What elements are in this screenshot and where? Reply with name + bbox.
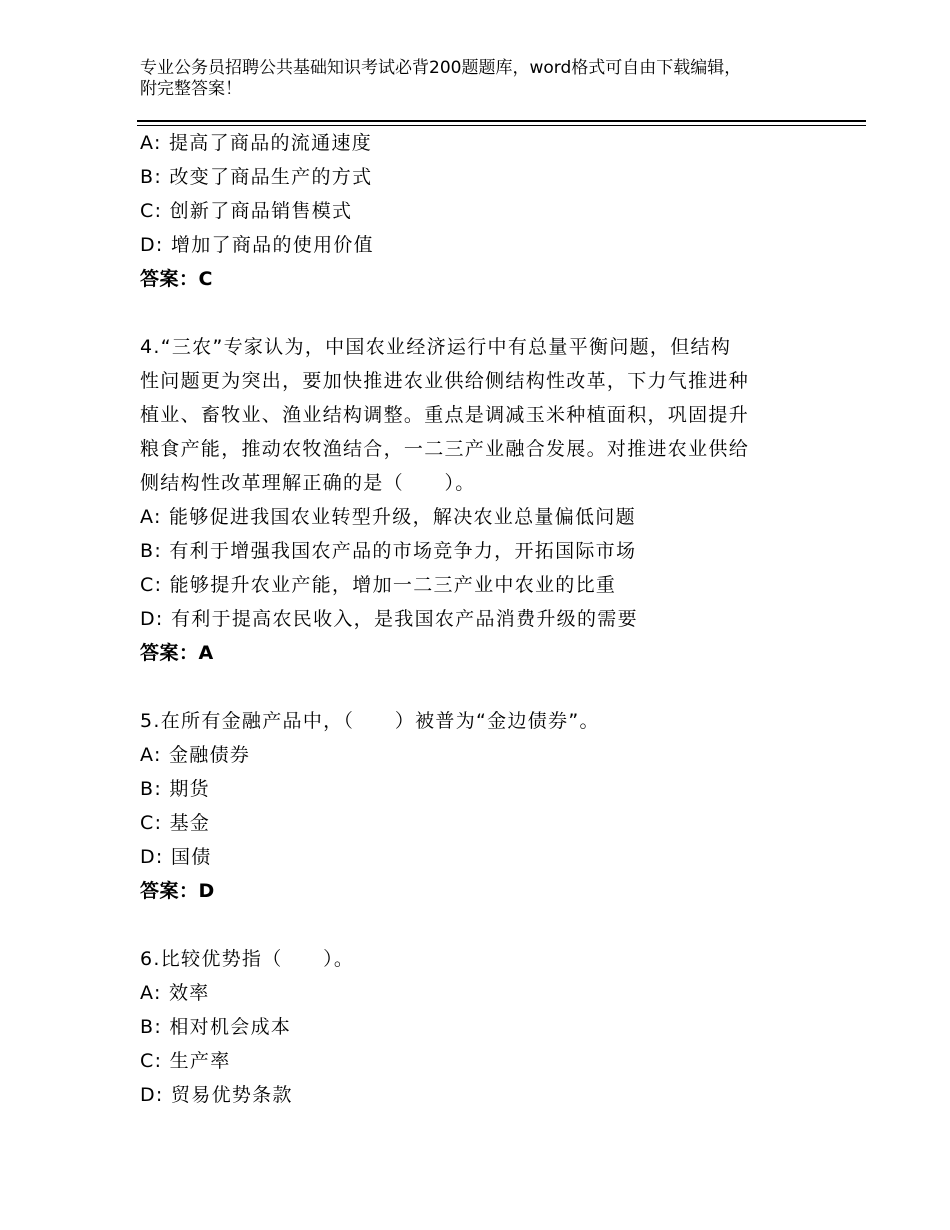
option-a: A: 效率 bbox=[140, 982, 210, 1004]
question-3 bbox=[140, 126, 820, 296]
question-list bbox=[140, 126, 820, 1112]
question-6 bbox=[140, 942, 820, 1112]
page-header bbox=[140, 58, 840, 100]
option-a: A: 能够促进我国农业转型升级，解决农业总量偏低问题 bbox=[140, 506, 636, 528]
option-b: B: 相对机会成本 bbox=[140, 1016, 292, 1038]
question-stem-line: 性问题更为突出，要加快推进农业供给侧结构性改革，下力气推进种 bbox=[140, 370, 750, 392]
option-d: D: 增加了商品的使用价值 bbox=[140, 234, 374, 256]
option-d: D: 贸易优势条款 bbox=[140, 1084, 293, 1106]
question-stem-line: 5.在所有金融产品中，（ ）被普为“金边债券”。 bbox=[140, 710, 600, 732]
option-d: D: 国债 bbox=[140, 846, 212, 868]
question-stem-line: 4.“三农”专家认为，中国农业经济运行中有总量平衡问题，但结构 bbox=[140, 336, 732, 358]
question-5 bbox=[140, 704, 820, 908]
question-stem-line: 植业、畜牧业、渔业结构调整。重点是调减玉米种植面积，巩固提升 bbox=[140, 404, 750, 426]
option-c: C: 创新了商品销售模式 bbox=[140, 200, 353, 222]
question-stem-line: 6.比较优势指（ ）。 bbox=[140, 948, 355, 970]
option-c: C: 生产率 bbox=[140, 1050, 231, 1072]
option-c: C: 基金 bbox=[140, 812, 211, 834]
question-stem-line: 粮食产能，推动农牧渔结合，一二三产业融合发展。对推进农业供给 bbox=[140, 438, 750, 460]
option-b: B: 有利于增强我国农产品的市场竞争力，开拓国际市场 bbox=[140, 540, 637, 562]
option-d: D: 有利于提高农民收入，是我国农产品消费升级的需要 bbox=[140, 608, 638, 630]
option-a: A: 金融债券 bbox=[140, 744, 251, 766]
option-c: C: 能够提升农业产能，增加一二三产业中农业的比重 bbox=[140, 574, 617, 596]
answer-line: 答案：D bbox=[140, 880, 215, 902]
option-b: B: 期货 bbox=[140, 778, 210, 800]
question-4 bbox=[140, 330, 820, 670]
header-line-2: 附完整答案！ bbox=[140, 79, 242, 99]
option-a: A: 提高了商品的流通速度 bbox=[140, 132, 373, 154]
option-b: B: 改变了商品生产的方式 bbox=[140, 166, 373, 188]
question-stem-line: 侧结构性改革理解正确的是（ ）。 bbox=[140, 472, 476, 494]
answer-line: 答案：C bbox=[140, 268, 213, 290]
answer-line: 答案：A bbox=[140, 642, 214, 664]
header-rule bbox=[137, 120, 866, 122]
header-line-1: 专业公务员招聘公共基础知识考试必背200题题库，word格式可自由下载编辑， bbox=[140, 58, 742, 78]
